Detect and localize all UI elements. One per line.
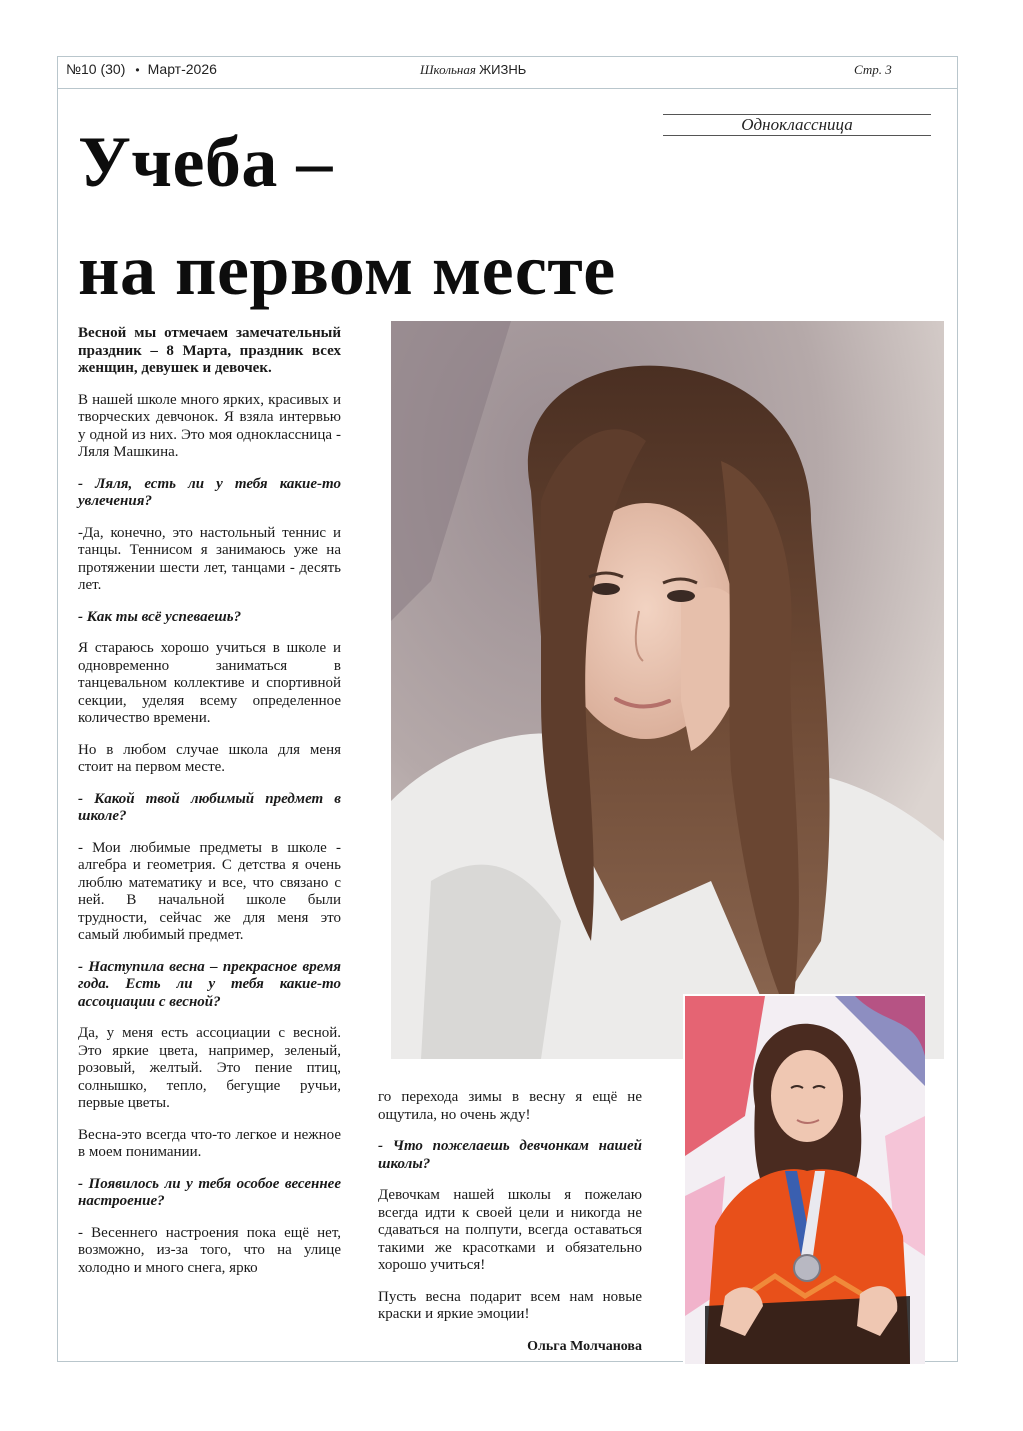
interview-answer: Но в любом случае школа для меня стоит на первом месте. (78, 741, 341, 775)
article-column-2 (378, 1089, 642, 1369)
issue-date: Март-2026 (147, 61, 217, 77)
interview-answer: -Да, конечно, это настольный теннис и танцы. Теннисом я занимаюсь уже на протяжении шести лет, танцами - десять лет. (78, 524, 341, 593)
article-paragraph: В нашей школе много ярких, красивых и творческих девчонок. Я взяла интервью у одной из них. Это моя одноклассница - Ляля Машкина. (78, 391, 341, 460)
headline-line-1: Учеба – (78, 122, 333, 202)
article-author: Ольга Молчанова (527, 1338, 642, 1354)
portrait-photo (391, 321, 944, 1059)
newspaper-name (420, 62, 526, 78)
interview-answer: - Весеннего настроения пока ещё нет, возможно, из-за того, что на улице холодно и много снега, ярко (78, 1224, 341, 1276)
rubric-label: Одноклассница (741, 115, 853, 134)
interview-question: - Появилось ли у тебя особое весеннее настроение? (78, 1175, 341, 1209)
issue-number: №10 (30) (66, 61, 126, 77)
article-closing: Пусть весна подарит всем нам новые краски и яркие эмоции! (378, 1288, 642, 1322)
interview-question: - Наступила весна – прекрасное время года. Есть ли у тебя какие-то ассоциации с весной? (78, 958, 341, 1010)
interview-question: - Как ты всё успеваешь? (78, 608, 242, 625)
interview-answer: Девочкам нашей школы я пожелаю всегда идти к своей цели и никогда не сдаваться на полпути, всегда оставаться такими же красотками и обязательно хорошо учиться! (378, 1187, 642, 1273)
interview-answer: Весна-это всегда что-то легкое и нежное в моем понимании. (78, 1126, 341, 1160)
interview-question: - Какой твой любимый предмет в школе? (78, 790, 341, 824)
interview-answer: - Мои любимые предметы в школе - алгебра и геометрия. С детства я очень люблю математику и все, что связано с ней. В начальной школе были трудности, сейчас же для меня это самый любимый предмет. (78, 839, 341, 943)
header-divider (57, 88, 958, 89)
medal-photo (683, 994, 925, 1364)
headline (78, 108, 616, 324)
newspaper-name-caps: ЖИЗНЬ (479, 62, 527, 77)
interview-answer-continued: го перехода зимы в весну я ещё не ощутила, но очень жду! (378, 1089, 642, 1123)
page-number: Стр. 3 (854, 62, 892, 77)
headline-line-2: на первом месте (78, 230, 616, 310)
article-lead: Весной мы отмечаем замечательный праздник – 8 Марта, праздник всех женщин, девушек и девочек. (78, 325, 341, 376)
newspaper-name-italic: Школьная (420, 62, 476, 77)
medal-photo-illustration (685, 996, 925, 1364)
interview-question: - Что пожелаешь девчонкам нашей школы? (378, 1138, 642, 1172)
interview-answer: Я стараюсь хорошо учиться в школе и одновременно заниматься в танцевальном коллективе и спортивной секции, уделяя всему определенное количество времени. (78, 640, 341, 726)
portrait-illustration (391, 321, 944, 1059)
interview-question: - Ляля, есть ли у тебя какие-то увлечения? (78, 475, 341, 509)
interview-answer: Да, у меня есть ассоциации с весной. Это яркие цвета, например, зеленый, розовый, желтый. Это пение птиц, солнышко, тепло, бегущие ручьи, первые цветы. (78, 1025, 341, 1111)
article-column-1 (78, 325, 341, 1291)
issue-info (66, 61, 217, 77)
issue-separator: • (135, 63, 140, 77)
rubric-rule-bottom (663, 135, 931, 136)
